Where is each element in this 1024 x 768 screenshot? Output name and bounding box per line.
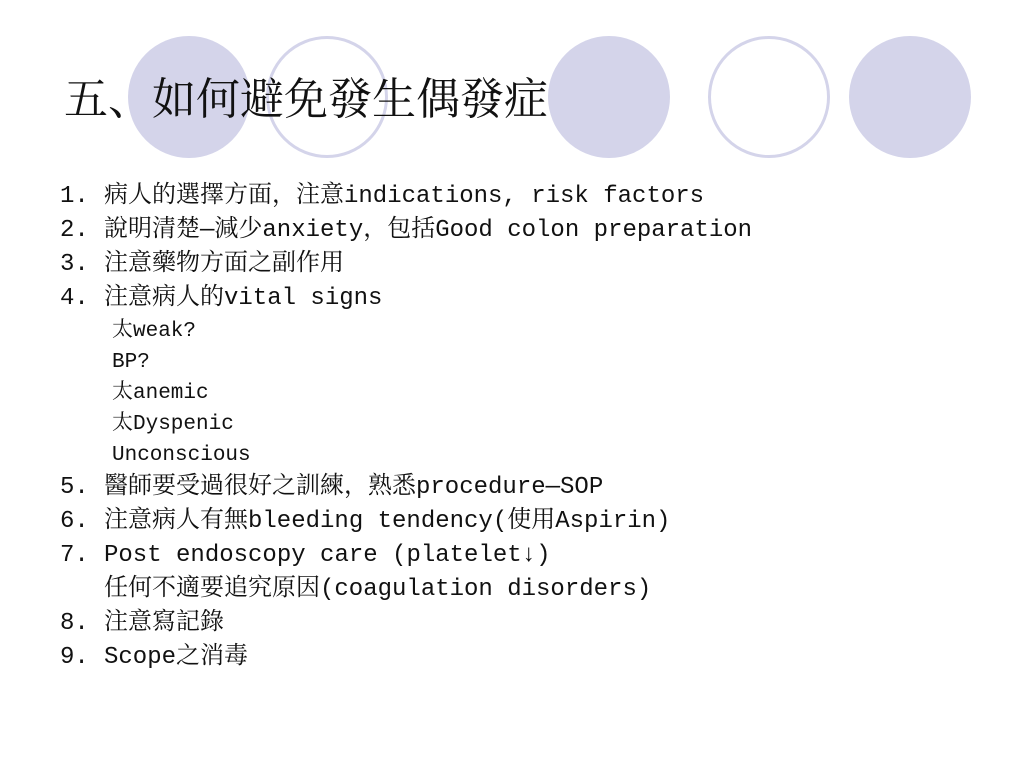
sub-item-unconscious: Unconscious xyxy=(112,444,251,467)
slide-title: 五、如何避免發生偶發症 xyxy=(64,74,548,125)
list-item-3 xyxy=(60,248,1000,282)
item-number: 6. xyxy=(60,508,89,535)
sub-item-dyspenic: 太Dyspenic xyxy=(112,413,234,436)
item-text: 注意藥物方面之副作用 xyxy=(104,251,344,278)
list-item-4 xyxy=(60,282,1000,316)
list-item-1 xyxy=(60,180,1000,214)
item-number: 5. xyxy=(60,474,89,501)
item-text: 注意病人有無bleeding tendency(使用Aspirin) xyxy=(104,508,671,535)
sub-item-bp: BP? xyxy=(112,351,150,374)
decorative-circle-filled-2 xyxy=(548,36,670,158)
item-number: 2. xyxy=(60,217,89,244)
item-number: 8. xyxy=(60,610,89,637)
item-text: 注意病人的vital signs xyxy=(104,285,383,312)
item-number: 3. xyxy=(60,251,89,278)
list-item-5 xyxy=(60,471,1000,505)
item-text: 醫師要受過很好之訓練，熟悉procedure—SOP xyxy=(104,474,604,501)
list-item-6 xyxy=(60,505,1000,539)
list-item-8 xyxy=(60,607,1000,641)
item-continuation: 任何不適要追究原因(coagulation disorders) xyxy=(104,576,652,603)
decorative-circle-filled-3 xyxy=(849,36,971,158)
list-item-9 xyxy=(60,641,1000,675)
item-number: 7. xyxy=(60,542,89,569)
sub-item-anemic: 太anemic xyxy=(112,382,209,405)
slide-body xyxy=(60,180,1000,675)
item-text: 說明清楚—減少anxiety，包括Good colon preparation xyxy=(104,217,753,244)
item-number: 4. xyxy=(60,285,89,312)
item-text: 病人的選擇方面，注意indications, risk factors xyxy=(104,183,705,210)
item-text: Scope之消毒 xyxy=(104,644,249,671)
item-number: 1. xyxy=(60,183,89,210)
item-text: 注意寫記錄 xyxy=(104,610,224,637)
item-number: 9. xyxy=(60,644,89,671)
list-item-7 xyxy=(60,539,1000,573)
item-text: Post endoscopy care (platelet↓) xyxy=(104,542,551,569)
sub-item-weak: 太weak? xyxy=(112,320,197,343)
list-item-2 xyxy=(60,214,1000,248)
decorative-circle-outline-2 xyxy=(708,36,830,158)
